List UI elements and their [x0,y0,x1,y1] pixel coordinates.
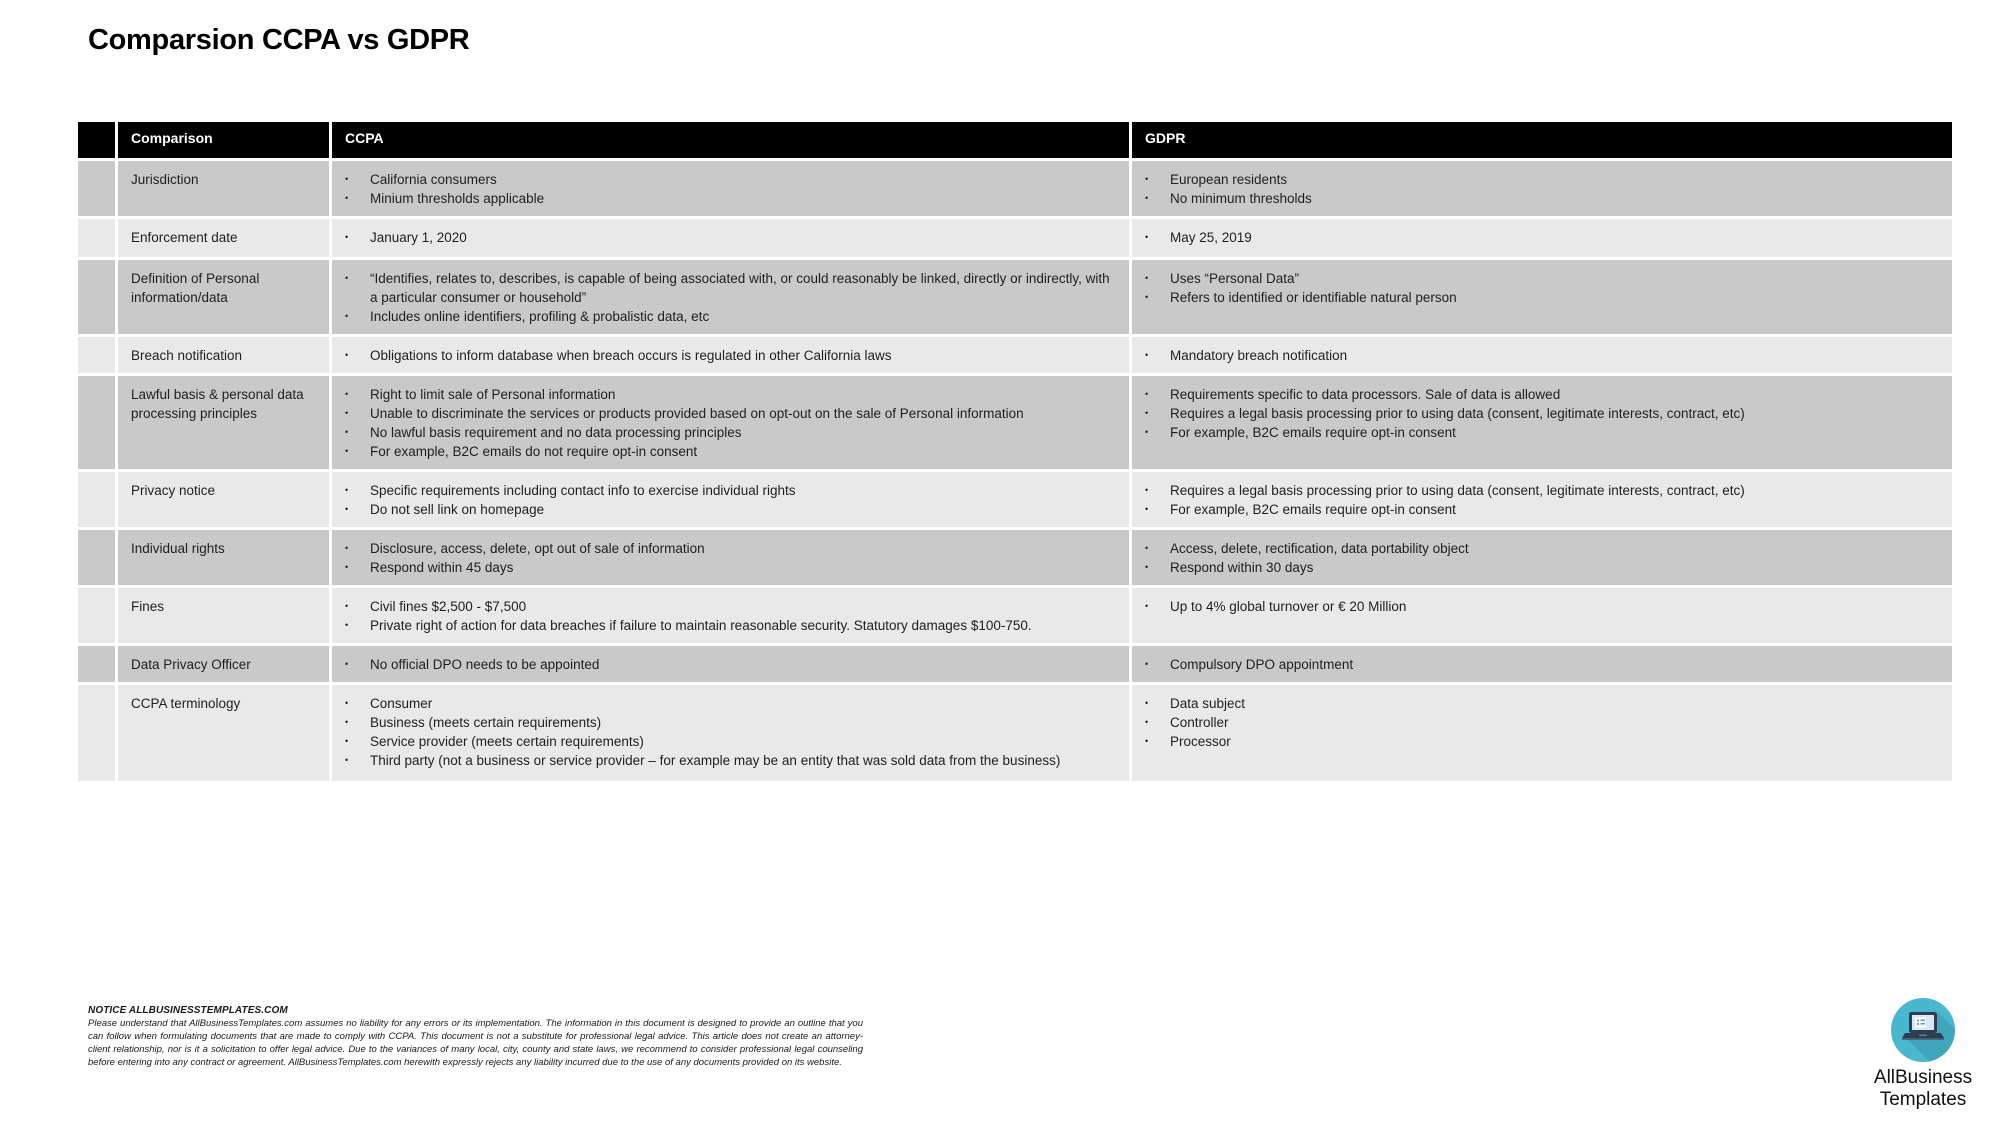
bullet-icon: • [1145,504,1149,514]
bullet-icon: • [345,408,349,418]
row-spacer-cell [78,530,115,585]
row-label: CCPA terminology [118,685,329,781]
bullet-item [1132,481,1946,500]
bullet-item [332,423,1123,442]
bullet-icon: • [345,736,349,746]
bullet-icon: • [1145,698,1149,708]
bullet-icon: • [345,620,349,630]
row-spacer-cell [78,161,115,216]
bullet-item [332,481,1123,500]
bullet-text: For example, B2C emails require opt-in consent [1170,502,1456,517]
bullet-text: Specific requirements including contact info to exercise individual rights [370,483,796,498]
bullet-item [332,751,1123,770]
table-row [78,337,1952,373]
bullet-item [1132,539,1946,558]
ccpa-cell [332,376,1129,469]
table-row [78,472,1952,527]
bullet-text: Access, delete, rectification, data portability object [1170,541,1469,556]
bullet-item [1132,732,1946,751]
header-ccpa: CCPA [332,122,1129,158]
bullet-icon: • [345,174,349,184]
ccpa-cell [332,588,1129,643]
bullet-icon: • [1145,174,1149,184]
bullet-icon: • [1145,292,1149,302]
bullet-item [1132,655,1946,674]
ccpa-cell [332,161,1129,216]
ccpa-cell [332,646,1129,682]
bullet-text: California consumers [370,172,497,187]
bullet-icon: • [345,562,349,572]
brand-name-line2: Templates [1879,1089,1967,1110]
bullet-text: Requires a legal basis processing prior to using data (consent, legitimate interests, contract, etc) [1170,483,1745,498]
bullet-item [332,404,1123,423]
row-label: Jurisdiction [118,161,329,216]
bullet-icon: • [1145,601,1149,611]
bullet-text: Disclosure, access, delete, opt out of sale of information [370,541,705,556]
gdpr-cell [1132,161,1952,216]
bullet-text: Civil fines $2,500 - $7,500 [370,599,527,614]
bullet-text: Third party (not a business or service provider – for example may be an entity that was sold data from the business) [370,753,1061,768]
bullet-text: Unable to discriminate the services or products provided based on opt-out on the sale of Personal information [370,406,1024,421]
row-spacer-cell [78,685,115,781]
bullet-text: Includes online identifiers, profiling & probalistic data, etc [370,309,710,324]
bullet-text: “Identifies, relates to, describes, is capable of being associated with, or could reasonably be linked, directly or indirectly, with a particular consumer or household” [370,271,1110,305]
bullet-icon: • [345,273,349,283]
bullet-text: Business (meets certain requirements) [370,715,602,730]
row-spacer-cell [78,337,115,373]
bullet-icon: • [1145,717,1149,727]
bullet-text: Controller [1170,715,1229,730]
bullet-icon: • [345,601,349,611]
bullet-icon: • [1145,350,1149,360]
bullet-icon: • [1145,273,1149,283]
bullet-icon: • [1145,659,1149,669]
row-label: Data Privacy Officer [118,646,329,682]
ccpa-cell [332,219,1129,257]
legal-notice [88,1004,863,1069]
bullet-icon: • [345,193,349,203]
gdpr-cell [1132,588,1952,643]
bullet-icon: • [345,350,349,360]
bullet-icon: • [345,311,349,321]
table-row [78,530,1952,585]
table-row [78,646,1952,682]
bullet-text: Obligations to inform database when breach occurs is regulated in other California laws [370,348,892,363]
bullet-icon: • [1145,736,1149,746]
bullet-icon: • [1145,408,1149,418]
row-label: Enforcement date [118,219,329,257]
bullet-text: No minimum thresholds [1170,191,1312,206]
bullet-text: Consumer [370,696,433,711]
bullet-item [1132,694,1946,713]
bullet-item [332,385,1123,404]
legal-notice-title: NOTICE ALLBUSINESSTEMPLATES.COM [88,1005,288,1016]
row-spacer-cell [78,472,115,527]
gdpr-cell [1132,646,1952,682]
row-spacer-cell [78,376,115,469]
bullet-item [1132,597,1946,616]
bullet-text: Service provider (meets certain requirements) [370,734,644,749]
bullet-text: Requires a legal basis processing prior to using data (consent, legitimate interests, contract, etc) [1170,406,1745,421]
bullet-icon: • [345,717,349,727]
bullet-item [332,655,1123,674]
table-row [78,685,1952,781]
bullet-item [1132,288,1946,307]
bullet-item [1132,558,1946,577]
bullet-icon: • [345,543,349,553]
ccpa-cell [332,685,1129,781]
bullet-item [332,269,1123,307]
laptop-logo-icon [1890,997,1956,1063]
bullet-icon: • [345,659,349,669]
ccpa-cell [332,530,1129,585]
bullet-text: Refers to identified or identifiable natural person [1170,290,1457,305]
bullet-item [1132,713,1946,732]
bullet-item [1132,269,1946,288]
bullet-text: Right to limit sale of Personal information [370,387,616,402]
bullet-text: Requirements specific to data processors. Sale of data is allowed [1170,387,1561,402]
bullet-item [332,732,1123,751]
bullet-icon: • [345,427,349,437]
bullet-icon: • [1145,485,1149,495]
bullet-text: Minium thresholds applicable [370,191,545,206]
header-blank [78,122,115,158]
bullet-text: Respond within 45 days [370,560,514,575]
bullet-item [332,442,1123,461]
bullet-icon: • [1145,389,1149,399]
bullet-item [1132,189,1946,208]
bullet-icon: • [1145,193,1149,203]
header-comparison: Comparison [118,122,329,158]
bullet-icon: • [345,446,349,456]
bullet-item [332,539,1123,558]
header-row [78,122,1952,158]
table-row [78,588,1952,643]
brand-block [1873,997,1973,1111]
table-header [78,122,1952,158]
bullet-text: Up to 4% global turnover or € 20 Million [1170,599,1407,614]
legal-notice-body: Please understand that AllBusinessTemplates.com assumes no liability for any errors or its implementation. The information in this document is designed to provide an outline that you can follow when formulating documents that are made to comply with CCPA. This document is not a substitute for professional legal advice. This article does not create an attorney-client relationship, nor is it a solicitation to offer legal advice. Due to the variances of many local, city, county and state laws, we recommend to consider professional legal counseling before entering into any contract or agreement. AllBusinessTemplates.com herewith expressly rejects any liability incurred due to the use of any documents provided on its website. [88,1018,863,1068]
bullet-item [332,228,1123,247]
header-gdpr: GDPR [1132,122,1952,158]
bullet-text: For example, B2C emails require opt-in consent [1170,425,1456,440]
bullet-icon: • [1145,232,1149,242]
ccpa-cell [332,260,1129,334]
gdpr-cell [1132,472,1952,527]
row-label: Definition of Personal information/data [118,260,329,334]
bullet-item [1132,404,1946,423]
bullet-icon: • [345,232,349,242]
table-row [78,260,1952,334]
row-spacer-cell [78,646,115,682]
bullet-item [1132,385,1946,404]
bullet-item [332,189,1123,208]
bullet-item [332,558,1123,577]
row-label: Individual rights [118,530,329,585]
bullet-item [1132,500,1946,519]
table-row [78,376,1952,469]
bullet-item [1132,170,1946,189]
gdpr-cell [1132,260,1952,334]
bullet-icon: • [345,485,349,495]
gdpr-cell [1132,337,1952,373]
bullet-text: January 1, 2020 [370,230,467,245]
bullet-icon: • [1145,562,1149,572]
bullet-text: May 25, 2019 [1170,230,1252,245]
bullet-item [332,346,1123,365]
bullet-item [332,307,1123,326]
gdpr-cell [1132,219,1952,257]
bullet-icon: • [345,755,349,765]
bullet-text: Mandatory breach notification [1170,348,1348,363]
bullet-item [332,616,1123,635]
bullet-icon: • [1145,543,1149,553]
table-row [78,219,1952,257]
bullet-text: Do not sell link on homepage [370,502,545,517]
bullet-item [1132,228,1946,247]
bullet-text: No official DPO needs to be appointed [370,657,600,672]
gdpr-cell [1132,685,1952,781]
bullet-text: Data subject [1170,696,1246,711]
bullet-text: Private right of action for data breaches if failure to maintain reasonable security. Statutory damages $100-750. [370,618,1032,633]
row-label: Privacy notice [118,472,329,527]
bullet-text: Processor [1170,734,1231,749]
bullet-icon: • [1145,427,1149,437]
bullet-item [332,500,1123,519]
row-spacer-cell [78,260,115,334]
bullet-icon: • [345,504,349,514]
row-label: Breach notification [118,337,329,373]
brand-name-line1: AllBusiness [1873,1067,1973,1088]
gdpr-cell [1132,530,1952,585]
bullet-text: Compulsory DPO appointment [1170,657,1354,672]
bullet-text: For example, B2C emails do not require opt-in consent [370,444,698,459]
bullet-item [332,694,1123,713]
bullet-item [332,597,1123,616]
ccpa-cell [332,472,1129,527]
comparison-table [75,119,1955,784]
bullet-icon: • [345,389,349,399]
table-row [78,161,1952,216]
row-label: Fines [118,588,329,643]
gdpr-cell [1132,376,1952,469]
row-label: Lawful basis & personal data processing principles [118,376,329,469]
page-title: Comparsion CCPA vs GDPR [88,24,470,56]
bullet-icon: • [345,698,349,708]
bullet-item [332,713,1123,732]
bullet-item [332,170,1123,189]
bullet-text: Respond within 30 days [1170,560,1314,575]
bullet-item [1132,346,1946,365]
row-spacer-cell [78,219,115,257]
bullet-text: European residents [1170,172,1288,187]
bullet-text: No lawful basis requirement and no data processing principles [370,425,742,440]
ccpa-cell [332,337,1129,373]
bullet-text: Uses “Personal Data” [1170,271,1300,286]
bullet-item [1132,423,1946,442]
row-spacer-cell [78,588,115,643]
